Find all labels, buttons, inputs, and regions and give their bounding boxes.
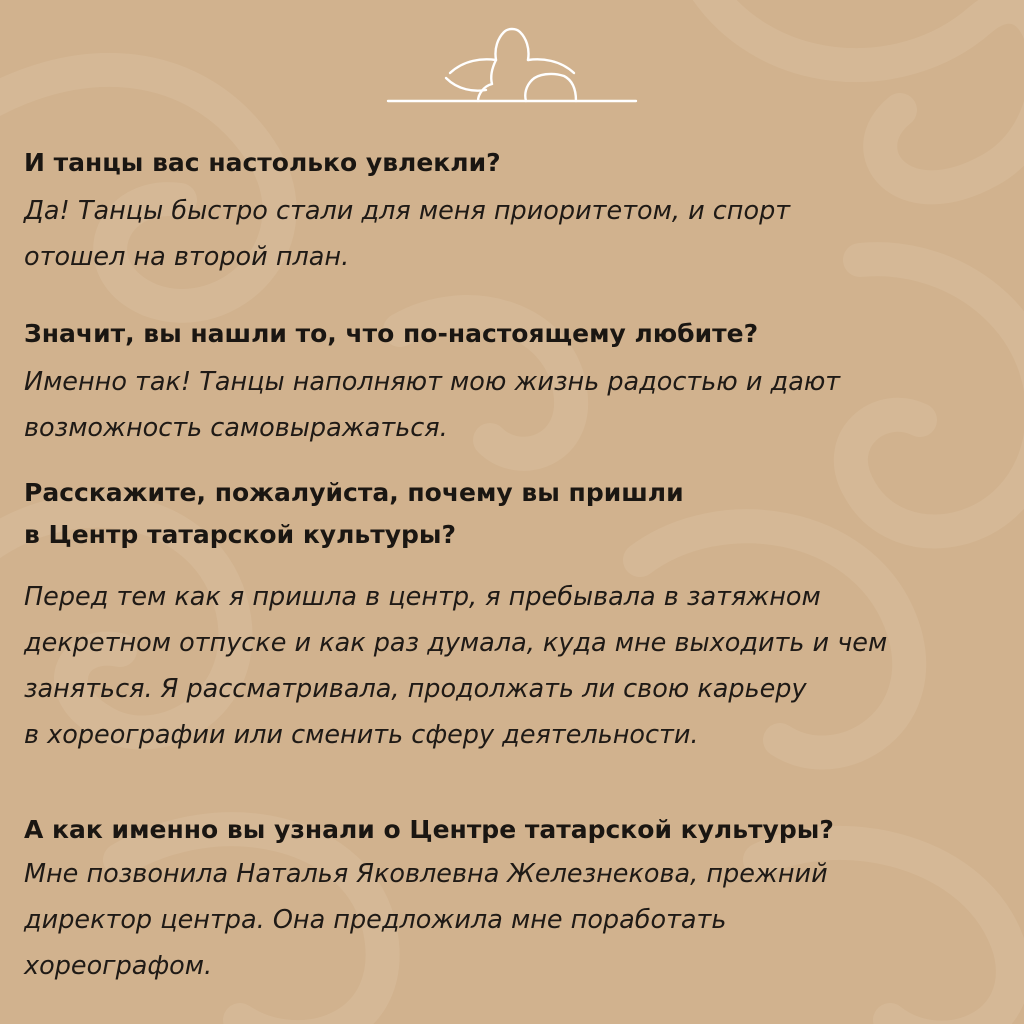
question-1: И танцы вас настолько увлекли? (24, 148, 501, 177)
answer-3-line-1: Перед тем как я пришла в центр, я пребывала в затяжном (24, 582, 821, 612)
answer-2-line-1: Именно так! Танцы наполняют мою жизнь радостью и дают (24, 367, 841, 397)
tatar-ornament-icon (386, 20, 638, 106)
answer-4-line-2: директор центра. Она предложила мне поработать (24, 905, 727, 935)
qa-section-1 (24, 144, 1004, 280)
answer-3-line-2: декретном отпуске и как раз думала, куда мне выходить и чем (24, 628, 888, 658)
question-3-line-2: в Центр татарской культуры? (24, 520, 457, 549)
qa-section-3 (24, 474, 1004, 758)
question-4: А как именно вы узнали о Центре татарской культуры? (24, 815, 834, 844)
qa-section-2 (24, 315, 1004, 451)
question-3-line-1: Расскажите, пожалуйста, почему вы пришли (24, 478, 684, 507)
answer-1-line-2: отошел на второй план. (24, 242, 350, 272)
question-2: Значит, вы нашли то, что по-настоящему любите? (24, 319, 759, 348)
answer-4-line-3: хореографом. (24, 951, 213, 981)
answer-3-line-3: заняться. Я рассматривала, продолжать ли свою карьеру (24, 674, 807, 704)
answer-3-line-4: в хореографии или сменить сферу деятельности. (24, 720, 699, 750)
answer-2-line-2: возможность самовыражаться. (24, 413, 448, 443)
answer-4-line-1: Мне позвонила Наталья Яковлевна Железнекова, прежний (24, 859, 828, 889)
qa-section-4 (24, 811, 1004, 989)
answer-1-line-1: Да! Танцы быстро стали для меня приоритетом, и спорт (24, 196, 791, 226)
